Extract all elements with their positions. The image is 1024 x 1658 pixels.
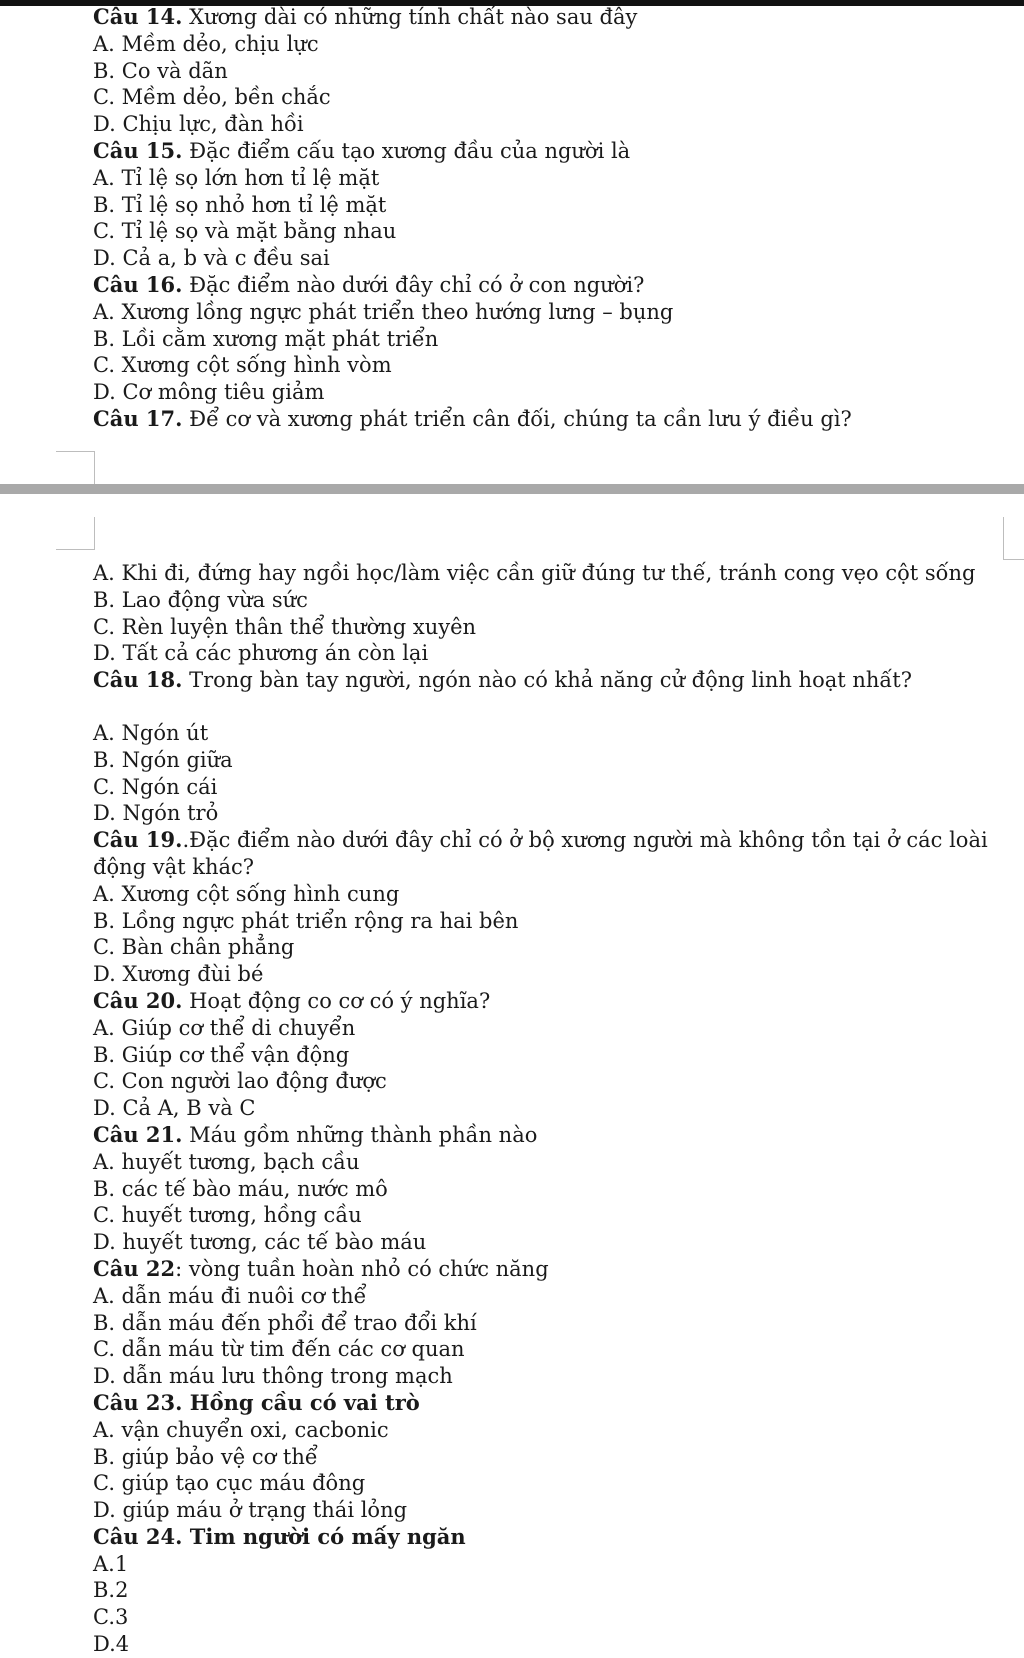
question-line [93,827,1004,854]
answer-option: B. giúp bảo vệ cơ thể [93,1444,318,1469]
answer-option: D.4 [93,1632,130,1657]
question-line [93,1524,1004,1551]
answer-option: C. Ngón cái [93,774,218,799]
answer-option: A. Khi đi, đứng hay ngồi học/làm việc cần giữ đúng tư thế, tránh cong vẹo cột sống [93,561,976,585]
question-number: Câu 24. Tim người có mấy ngăn [93,1523,466,1549]
page-top-lines [93,4,1004,433]
answer-option: D. Xương đùi bé [93,962,264,987]
answer-option: B. Lồng ngực phát triển rộng ra hai bên [93,908,519,933]
answer-option: B. Tỉ lệ sọ nhỏ hơn tỉ lệ mặt [93,192,387,217]
question-text: Đặc điểm nào dưới đây chỉ có ở con người? [182,272,645,297]
answer-option: B. Lao động vừa sức [93,587,308,612]
answer-option: B. dẫn máu đến phổi để trao đổi khí [93,1310,477,1335]
question-number: Câu 16. [93,271,183,297]
question-line [93,1256,1004,1283]
question-line [93,988,1004,1015]
answer-option: C.3 [93,1605,129,1630]
question-text: .Đặc điểm nào dưới đây chỉ có ở bộ xương người mà không tồn tại ở các loài [182,828,988,853]
answer-option: C. Bàn chân phẳng [93,935,295,960]
answer-option: A. Mềm dẻo, chịu lực [93,31,319,56]
question-text: Đặc điểm cấu tạo xương đầu của người là [182,138,631,163]
question-number: Câu 19. [93,827,183,853]
question-line [93,4,1004,31]
answer-option: A. Xương cột sống hình cung [93,881,400,906]
answer-option: B. Giúp cơ thể vận động [93,1042,350,1067]
answer-option: C. Rèn luyện thân thể thường xuyên [93,614,477,639]
question-text: Hoạt động co cơ có ý nghĩa? [182,988,491,1013]
answer-option: B. các tế bào máu, nước mô [93,1176,388,1201]
answer-option: C. giúp tạo cục máu đông [93,1471,366,1496]
question-line [93,406,1004,433]
answer-option: D. huyết tương, các tế bào máu [93,1230,427,1255]
question-line [93,1122,1004,1149]
answer-option: D. Ngón trỏ [93,801,219,826]
question-number: Câu 17. [93,405,183,431]
answer-option: A. huyết tương, bạch cầu [93,1149,360,1174]
answer-option: D. Cơ mông tiêu giảm [93,380,325,405]
blank-line [93,694,1004,720]
answer-option: động vật khác? [93,854,255,879]
page-bottom-lines [93,560,1004,1658]
answer-option: D. Chịu lực, đàn hồi [93,112,304,137]
question-line [93,272,1004,299]
question-text: Trong bàn tay người, ngón nào có khả năng cử động linh hoạt nhất? [182,668,912,693]
answer-option: C. huyết tương, hồng cầu [93,1203,362,1228]
answer-option: D. giúp máu ở trạng thái lỏng [93,1498,408,1523]
question-number: Câu 20. [93,987,183,1013]
answer-option: A. Tỉ lệ sọ lớn hơn tỉ lệ mặt [93,165,380,190]
document-page-bottom [0,497,1024,1657]
answer-option: B. Co và dãn [93,58,228,83]
answer-option: D. Cả a, b và c đều sai [93,246,330,271]
answer-option: D. dẫn máu lưu thông trong mạch [93,1364,453,1389]
answer-option: D. Tất cả các phương án còn lại [93,641,429,666]
question-text: Xương dài có những tính chất nào sau đây [182,5,638,29]
answer-option: C. Tỉ lệ sọ và mặt bằng nhau [93,219,397,244]
answer-option: A. Xương lồng ngực phát triển theo hướng lưng – bụng [93,299,674,324]
answer-option: A. vận chuyển oxi, cacbonic [93,1417,389,1442]
answer-option: A. dẫn máu đi nuôi cơ thể [93,1283,367,1308]
answer-option: B.2 [93,1578,129,1603]
question-number: Câu 22 [93,1255,176,1281]
question-line [93,138,1004,165]
document-page-top [0,0,1024,470]
page-divider [0,484,1024,494]
page-corner-marker [56,451,95,484]
answer-option: A. Giúp cơ thể di chuyển [93,1015,356,1040]
question-number: Câu 15. [93,137,183,163]
answer-option: B. Ngón giữa [93,747,233,772]
answer-option: C. Con người lao động được [93,1069,387,1094]
question-line [93,667,1004,694]
question-text: Để cơ và xương phát triển cân đối, chúng ta cần lưu ý điều gì? [182,406,852,431]
question-number: Câu 23. Hồng cầu có vai trò [93,1389,420,1415]
answer-option: C. dẫn máu từ tim đến các cơ quan [93,1337,465,1362]
question-number: Câu 18. [93,667,183,693]
question-number: Câu 21. [93,1121,183,1147]
question-text: : vòng tuần hoàn nhỏ có chức năng [175,1256,549,1281]
question-text: Máu gồm những thành phần nào [182,1122,538,1147]
answer-option: C. Xương cột sống hình vòm [93,353,392,378]
answer-option: D. Cả A, B và C [93,1096,256,1121]
answer-option: A. Ngón út [93,720,209,745]
answer-option: A.1 [93,1551,129,1576]
answer-option: B. Lồi cằm xương mặt phát triển [93,326,439,351]
answer-option: C. Mềm dẻo, bền chắc [93,85,331,110]
question-line [93,1390,1004,1417]
question-number: Câu 14. [93,4,183,29]
